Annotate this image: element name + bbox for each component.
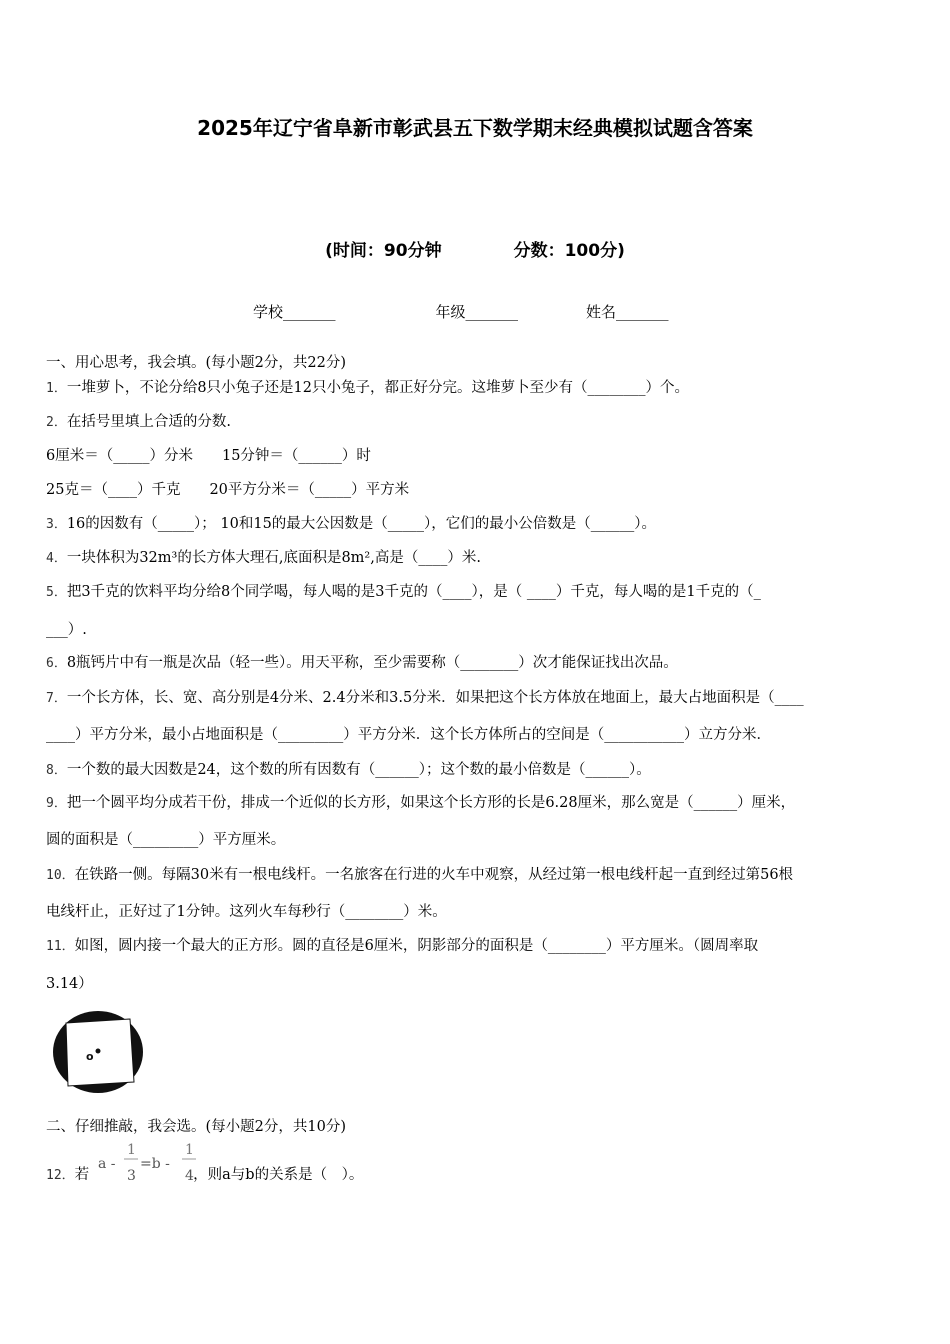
question-number: 3． bbox=[46, 517, 67, 532]
question-7 bbox=[46, 686, 804, 707]
center-label: o bbox=[86, 1050, 94, 1063]
question-11 bbox=[46, 934, 758, 955]
question-text: 把一个圆平均分成若干份，排成一个近似的长方形，如果这个长方形的长是6.28厘米，那么宽是（______）厘米， bbox=[66, 795, 796, 811]
formula-eq-b: =b - bbox=[140, 1156, 170, 1172]
question-suffix: ，则a与b的关系是（ ）。 bbox=[193, 1167, 364, 1183]
student-info-fields bbox=[253, 301, 669, 322]
question-number: 9． bbox=[46, 796, 67, 811]
question-2-line-a: 6厘米＝（_____）分米 15分钟＝（______）时 bbox=[46, 448, 371, 464]
question-number: 7． bbox=[46, 691, 67, 706]
question-6 bbox=[46, 651, 678, 672]
question-number: 4． bbox=[46, 551, 67, 566]
question-2-line-b: 25克＝（____）千克 20平方分米＝（_____）平方米 bbox=[46, 482, 410, 498]
fraction-1-numerator: 1 bbox=[127, 1142, 136, 1158]
question-prefix: 若 bbox=[74, 1167, 90, 1183]
question-number: 10． bbox=[46, 868, 75, 883]
page-title: 2025年辽宁省阜新市彰武县五下数学期末经典模拟试题含答案 bbox=[197, 116, 753, 140]
question-text: 一个长方体，长、宽、高分别是4分米、2.4分米和3.5分米．如果把这个长方体放在地面上，最大占地面积是（____ bbox=[66, 690, 804, 706]
question-11-continued: 3.14） bbox=[46, 976, 93, 992]
question-number: 12． bbox=[46, 1168, 75, 1183]
question-2 bbox=[46, 410, 231, 431]
question-10-continued: 电线杆止，正好过了1分钟。这列火车每秒行（________）米。 bbox=[46, 904, 447, 920]
question-5 bbox=[46, 580, 761, 601]
fraction-2-denominator: 4 bbox=[185, 1168, 194, 1184]
question-10 bbox=[46, 863, 793, 884]
question-3 bbox=[46, 512, 656, 533]
question-text: 如图，圆内接一个最大的正方形。圆的直径是6厘米，阴影部分的面积是（________）平方厘米。（圆周率取 bbox=[74, 938, 759, 954]
formula-a: a - bbox=[98, 1156, 116, 1172]
question-9 bbox=[46, 791, 795, 812]
question-number: 1． bbox=[46, 381, 67, 396]
question-9-continued: 圆的面积是（_________）平方厘米。 bbox=[46, 832, 286, 848]
question-text: 一个数的最大因数是24，这个数的所有因数有（______）；这个数的最小倍数是（______）。 bbox=[66, 762, 651, 778]
exam-score: 分数：100分) bbox=[513, 241, 625, 261]
exam-info bbox=[0, 236, 950, 261]
section2-heading: 二、仔细推敲，我会选。(每小题2分，共10分) bbox=[46, 1119, 346, 1135]
exam-time: (时间：90分钟 bbox=[325, 241, 442, 261]
formula-svg bbox=[98, 1140, 202, 1186]
fraction-1-denominator: 3 bbox=[127, 1168, 136, 1184]
question-number: 11． bbox=[46, 939, 75, 954]
question-number: 8． bbox=[46, 763, 67, 778]
question-text: 16的因数有（_____）； 10和15的最大公因数是（_____），它们的最小公倍数是（______）。 bbox=[66, 516, 657, 532]
circle-square-figure bbox=[52, 1010, 144, 1094]
question-text: 一块体积为32m³的长方体大理石,底面积是8m²,高是（____）米. bbox=[66, 550, 481, 566]
school-field[interactable]: 学校_______ bbox=[253, 303, 336, 321]
grade-field[interactable]: 年级_______ bbox=[435, 303, 519, 321]
question-text: 在括号里填上合适的分数. bbox=[66, 414, 231, 430]
fraction-2-numerator: 1 bbox=[185, 1142, 194, 1158]
question-text: 一堆萝卜，不论分给8只小兔子还是12只小兔子，都正好分完。这堆萝卜至少有（________）个。 bbox=[66, 380, 690, 396]
question-12 bbox=[46, 1163, 363, 1184]
question-5-continued: ___）. bbox=[46, 622, 87, 638]
center-dot bbox=[96, 1049, 101, 1054]
question-text: 在铁路一侧。每隔30米有一根电线杆。一名旅客在行进的火车中观察，从经过第一根电线杆起一直到经过第56根 bbox=[74, 867, 794, 883]
section1-heading: 一、用心思考，我会填。(每小题2分，共22分) bbox=[46, 355, 346, 371]
question-number: 5． bbox=[46, 585, 67, 600]
question-text: 把3千克的饮料平均分给8个同学喝，每人喝的是3千克的（____），是（ ____）千克，每人喝的是1千克的（_ bbox=[66, 584, 761, 600]
question-7-continued: ____）平方分米，最小占地面积是（_________）平方分米．这个长方体所占的空间是（___________）立方分米． bbox=[46, 727, 771, 743]
question-number: 6． bbox=[46, 656, 67, 671]
question-number: 2． bbox=[46, 415, 67, 430]
question-8 bbox=[46, 758, 651, 779]
question-text: 8瓶钙片中有一瓶是次品（轻一些）。用天平称，至少需要称（________）次才能保证找出次品。 bbox=[66, 655, 678, 671]
circle-square-svg bbox=[52, 1010, 144, 1094]
question-1 bbox=[46, 376, 689, 397]
formula bbox=[98, 1140, 202, 1190]
name-field[interactable]: 姓名_______ bbox=[586, 303, 669, 321]
question-4 bbox=[46, 546, 481, 567]
